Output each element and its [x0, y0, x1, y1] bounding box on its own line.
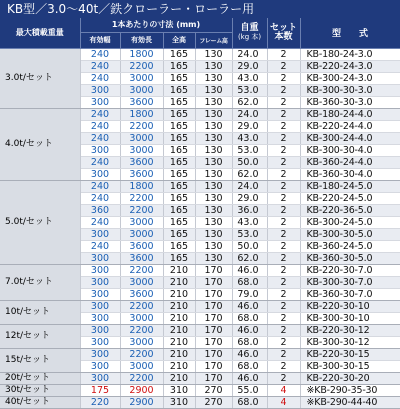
set-count-cell: 2	[267, 216, 300, 228]
frame-height-cell: 130	[195, 60, 232, 72]
set-count-cell: 2	[267, 84, 300, 96]
total-height-cell: 165	[163, 132, 195, 144]
model-cell: KB-220-30-10	[300, 300, 400, 312]
table-row	[0, 300, 400, 312]
frame-height-cell: 130	[195, 108, 232, 120]
set-count-cell: 4	[267, 384, 300, 396]
eff-length-cell: 2200	[120, 204, 163, 216]
header-weight: 自重 (kg 本)	[232, 18, 267, 48]
header-total-height: 全高	[163, 32, 195, 48]
load-capacity-cell: 5.0t/セット	[0, 180, 80, 264]
eff-length-cell: 3000	[120, 312, 163, 324]
weight-cell: 43.0	[232, 216, 267, 228]
model-cell: KB-360-24-4.0	[300, 156, 400, 168]
set-count-cell: 2	[267, 180, 300, 192]
frame-height-cell: 270	[195, 396, 232, 408]
eff-width-cell: 300	[80, 324, 120, 336]
total-height-cell: 210	[163, 348, 195, 360]
frame-height-cell: 130	[195, 216, 232, 228]
load-capacity-cell: 4.0t/セット	[0, 108, 80, 180]
total-height-cell: 210	[163, 300, 195, 312]
eff-width-cell: 300	[80, 312, 120, 324]
eff-length-cell: 3000	[120, 360, 163, 372]
eff-length-cell: 2900	[120, 396, 163, 408]
set-count-cell: 2	[267, 348, 300, 360]
set-count-cell: 2	[267, 324, 300, 336]
frame-height-cell: 130	[195, 48, 232, 60]
weight-cell: 68.0	[232, 276, 267, 288]
model-cell: KB-300-24-5.0	[300, 216, 400, 228]
eff-width-cell: 175	[80, 384, 120, 396]
set-count-cell: 4	[267, 396, 300, 408]
frame-height-cell: 170	[195, 288, 232, 300]
eff-length-cell: 3000	[120, 276, 163, 288]
weight-cell: 43.0	[232, 132, 267, 144]
table-row	[0, 180, 400, 192]
eff-length-cell: 3600	[120, 288, 163, 300]
weight-cell: 24.0	[232, 108, 267, 120]
eff-width-cell: 240	[80, 240, 120, 252]
eff-width-cell: 360	[80, 204, 120, 216]
header-max-load: 最大積載重量	[0, 18, 80, 48]
set-count-cell: 2	[267, 108, 300, 120]
set-count-cell: 2	[267, 336, 300, 348]
eff-width-cell: 240	[80, 108, 120, 120]
set-count-cell: 2	[267, 72, 300, 84]
frame-height-cell: 170	[195, 324, 232, 336]
frame-height-cell: 170	[195, 276, 232, 288]
eff-length-cell: 3000	[120, 132, 163, 144]
frame-height-cell: 130	[195, 96, 232, 108]
load-capacity-cell: 20t/セット	[0, 372, 80, 384]
total-height-cell: 165	[163, 156, 195, 168]
model-cell: KB-220-30-12	[300, 324, 400, 336]
total-height-cell: 165	[163, 108, 195, 120]
model-cell: KB-220-24-5.0	[300, 192, 400, 204]
eff-width-cell: 240	[80, 156, 120, 168]
weight-cell: 46.0	[232, 348, 267, 360]
frame-height-cell: 170	[195, 264, 232, 276]
header-model: 型 式	[300, 18, 400, 48]
model-cell: KB-300-24-3.0	[300, 72, 400, 84]
frame-height-cell: 130	[195, 168, 232, 180]
model-cell: KB-220-30-15	[300, 348, 400, 360]
eff-width-cell: 300	[80, 168, 120, 180]
frame-height-cell: 130	[195, 120, 232, 132]
eff-width-cell: 300	[80, 96, 120, 108]
frame-height-cell: 170	[195, 348, 232, 360]
eff-width-cell: 300	[80, 276, 120, 288]
eff-length-cell: 2200	[120, 324, 163, 336]
weight-cell: 53.0	[232, 84, 267, 96]
table-row	[0, 348, 400, 360]
weight-cell: 29.0	[232, 120, 267, 132]
model-cell: KB-180-24-5.0	[300, 180, 400, 192]
model-cell: KB-360-24-5.0	[300, 240, 400, 252]
set-count-cell: 2	[267, 60, 300, 72]
eff-width-cell: 300	[80, 360, 120, 372]
header-eff-length: 有効長	[120, 32, 163, 48]
table-row	[0, 372, 400, 384]
model-cell: KB-360-30-5.0	[300, 252, 400, 264]
set-count-cell: 2	[267, 132, 300, 144]
frame-height-cell: 130	[195, 180, 232, 192]
eff-length-cell: 3600	[120, 156, 163, 168]
eff-length-cell: 3000	[120, 216, 163, 228]
eff-length-cell: 1800	[120, 108, 163, 120]
set-count-cell: 2	[267, 204, 300, 216]
frame-height-cell: 130	[195, 132, 232, 144]
eff-length-cell: 3000	[120, 144, 163, 156]
weight-cell: 53.0	[232, 228, 267, 240]
weight-cell: 46.0	[232, 264, 267, 276]
set-count-cell: 2	[267, 228, 300, 240]
model-cell: KB-300-30-15	[300, 360, 400, 372]
total-height-cell: 165	[163, 72, 195, 84]
total-height-cell: 165	[163, 180, 195, 192]
eff-length-cell: 3000	[120, 228, 163, 240]
eff-width-cell: 240	[80, 60, 120, 72]
weight-cell: 46.0	[232, 324, 267, 336]
weight-cell: 68.0	[232, 360, 267, 372]
eff-length-cell: 2900	[120, 384, 163, 396]
eff-width-cell: 300	[80, 252, 120, 264]
total-height-cell: 310	[163, 396, 195, 408]
model-cell: KB-360-30-7.0	[300, 288, 400, 300]
set-count-cell: 2	[267, 360, 300, 372]
model-cell: ※KB-290-44-40	[300, 396, 400, 408]
table-row	[0, 48, 400, 60]
model-cell: ※KB-290-35-30	[300, 384, 400, 396]
eff-length-cell: 3600	[120, 96, 163, 108]
weight-cell: 68.0	[232, 312, 267, 324]
set-count-cell: 2	[267, 312, 300, 324]
total-height-cell: 210	[163, 312, 195, 324]
header-frame-height: フレーム高	[195, 32, 232, 48]
eff-width-cell: 300	[80, 264, 120, 276]
set-count-cell: 2	[267, 192, 300, 204]
weight-cell: 62.0	[232, 252, 267, 264]
frame-height-cell: 130	[195, 144, 232, 156]
load-capacity-cell: 12t/セット	[0, 324, 80, 348]
frame-height-cell: 130	[195, 192, 232, 204]
frame-height-cell: 130	[195, 84, 232, 96]
model-cell: KB-300-30-10	[300, 312, 400, 324]
total-height-cell: 165	[163, 84, 195, 96]
model-cell: KB-180-24-4.0	[300, 108, 400, 120]
load-capacity-cell: 40t/セット	[0, 396, 80, 408]
header-dimensions: 1本あたりの寸法 (mm)	[80, 18, 232, 32]
eff-width-cell: 300	[80, 288, 120, 300]
total-height-cell: 165	[163, 96, 195, 108]
weight-cell: 68.0	[232, 336, 267, 348]
table-row	[0, 384, 400, 396]
set-count-cell: 2	[267, 144, 300, 156]
model-cell: KB-300-24-4.0	[300, 132, 400, 144]
eff-width-cell: 220	[80, 396, 120, 408]
model-cell: KB-180-24-3.0	[300, 48, 400, 60]
total-height-cell: 165	[163, 240, 195, 252]
frame-height-cell: 130	[195, 156, 232, 168]
set-count-cell: 2	[267, 240, 300, 252]
frame-height-cell: 130	[195, 240, 232, 252]
eff-width-cell: 300	[80, 348, 120, 360]
table-row	[0, 264, 400, 276]
weight-cell: 62.0	[232, 168, 267, 180]
set-count-cell: 2	[267, 168, 300, 180]
weight-cell: 29.0	[232, 192, 267, 204]
table-row	[0, 396, 400, 408]
weight-cell: 36.0	[232, 204, 267, 216]
frame-height-cell: 170	[195, 300, 232, 312]
weight-cell: 43.0	[232, 72, 267, 84]
model-cell: KB-300-30-12	[300, 336, 400, 348]
model-cell: KB-220-24-3.0	[300, 60, 400, 72]
model-cell: KB-220-36-5.0	[300, 204, 400, 216]
table-body	[0, 48, 400, 408]
eff-width-cell: 240	[80, 72, 120, 84]
load-capacity-cell: 15t/セット	[0, 348, 80, 372]
frame-height-cell: 130	[195, 72, 232, 84]
total-height-cell: 165	[163, 192, 195, 204]
total-height-cell: 210	[163, 360, 195, 372]
set-count-cell: 2	[267, 120, 300, 132]
frame-height-cell: 170	[195, 336, 232, 348]
eff-width-cell: 240	[80, 132, 120, 144]
weight-cell: 68.0	[232, 396, 267, 408]
page-title: KB型／3.0～40t／鉄クローラー・ローラー用	[0, 0, 400, 18]
set-count-cell: 2	[267, 276, 300, 288]
weight-cell: 53.0	[232, 144, 267, 156]
total-height-cell: 210	[163, 276, 195, 288]
frame-height-cell: 170	[195, 372, 232, 384]
model-cell: KB-300-30-5.0	[300, 228, 400, 240]
set-count-cell: 2	[267, 252, 300, 264]
total-height-cell: 165	[163, 60, 195, 72]
header-eff-width: 有効幅	[80, 32, 120, 48]
total-height-cell: 165	[163, 144, 195, 156]
model-cell: KB-300-30-7.0	[300, 276, 400, 288]
weight-cell: 62.0	[232, 96, 267, 108]
weight-cell: 24.0	[232, 180, 267, 192]
weight-cell: 46.0	[232, 300, 267, 312]
eff-length-cell: 1800	[120, 180, 163, 192]
weight-cell: 29.0	[232, 60, 267, 72]
table-row	[0, 324, 400, 336]
weight-cell: 24.0	[232, 48, 267, 60]
eff-length-cell: 3000	[120, 336, 163, 348]
total-height-cell: 165	[163, 216, 195, 228]
header-set-count: セット 本数	[267, 18, 300, 48]
table-row	[0, 108, 400, 120]
total-height-cell: 310	[163, 384, 195, 396]
frame-height-cell: 170	[195, 360, 232, 372]
total-height-cell: 165	[163, 120, 195, 132]
eff-length-cell: 3600	[120, 240, 163, 252]
total-height-cell: 165	[163, 168, 195, 180]
weight-cell: 79.0	[232, 288, 267, 300]
frame-height-cell: 270	[195, 384, 232, 396]
eff-width-cell: 240	[80, 120, 120, 132]
eff-length-cell: 2200	[120, 60, 163, 72]
model-cell: KB-360-30-4.0	[300, 168, 400, 180]
load-capacity-cell: 3.0t/セット	[0, 48, 80, 108]
eff-width-cell: 240	[80, 192, 120, 204]
weight-cell: 50.0	[232, 156, 267, 168]
eff-length-cell: 2200	[120, 264, 163, 276]
spec-table	[0, 18, 400, 409]
model-cell: KB-220-30-20	[300, 372, 400, 384]
total-height-cell: 210	[163, 264, 195, 276]
load-capacity-cell: 7.0t/セット	[0, 264, 80, 300]
total-height-cell: 165	[163, 252, 195, 264]
eff-width-cell: 300	[80, 84, 120, 96]
eff-length-cell: 2200	[120, 372, 163, 384]
total-height-cell: 165	[163, 228, 195, 240]
eff-width-cell: 240	[80, 48, 120, 60]
total-height-cell: 210	[163, 336, 195, 348]
weight-cell: 50.0	[232, 240, 267, 252]
total-height-cell: 210	[163, 324, 195, 336]
eff-width-cell: 240	[80, 216, 120, 228]
model-cell: KB-300-30-3.0	[300, 84, 400, 96]
total-height-cell: 210	[163, 288, 195, 300]
eff-width-cell: 300	[80, 336, 120, 348]
model-cell: KB-220-24-4.0	[300, 120, 400, 132]
eff-length-cell: 2200	[120, 300, 163, 312]
eff-length-cell: 3000	[120, 84, 163, 96]
eff-length-cell: 2200	[120, 120, 163, 132]
eff-length-cell: 1800	[120, 48, 163, 60]
eff-length-cell: 2200	[120, 192, 163, 204]
model-cell: KB-360-30-3.0	[300, 96, 400, 108]
set-count-cell: 2	[267, 48, 300, 60]
eff-width-cell: 300	[80, 228, 120, 240]
set-count-cell: 2	[267, 300, 300, 312]
total-height-cell: 210	[163, 372, 195, 384]
weight-cell: 55.0	[232, 384, 267, 396]
model-cell: KB-220-30-7.0	[300, 264, 400, 276]
eff-width-cell: 300	[80, 372, 120, 384]
eff-width-cell: 300	[80, 300, 120, 312]
eff-width-cell: 240	[80, 180, 120, 192]
set-count-cell: 2	[267, 372, 300, 384]
set-count-cell: 2	[267, 156, 300, 168]
set-count-cell: 2	[267, 288, 300, 300]
eff-width-cell: 300	[80, 144, 120, 156]
frame-height-cell: 130	[195, 204, 232, 216]
eff-length-cell: 3600	[120, 168, 163, 180]
frame-height-cell: 130	[195, 228, 232, 240]
set-count-cell: 2	[267, 264, 300, 276]
set-count-cell: 2	[267, 96, 300, 108]
frame-height-cell: 130	[195, 252, 232, 264]
total-height-cell: 165	[163, 204, 195, 216]
weight-cell: 46.0	[232, 372, 267, 384]
eff-length-cell: 3000	[120, 72, 163, 84]
frame-height-cell: 170	[195, 312, 232, 324]
total-height-cell: 165	[163, 48, 195, 60]
eff-length-cell: 3600	[120, 252, 163, 264]
eff-length-cell: 2200	[120, 348, 163, 360]
load-capacity-cell: 10t/セット	[0, 300, 80, 324]
model-cell: KB-300-30-4.0	[300, 144, 400, 156]
load-capacity-cell: 30t/セット	[0, 384, 80, 396]
